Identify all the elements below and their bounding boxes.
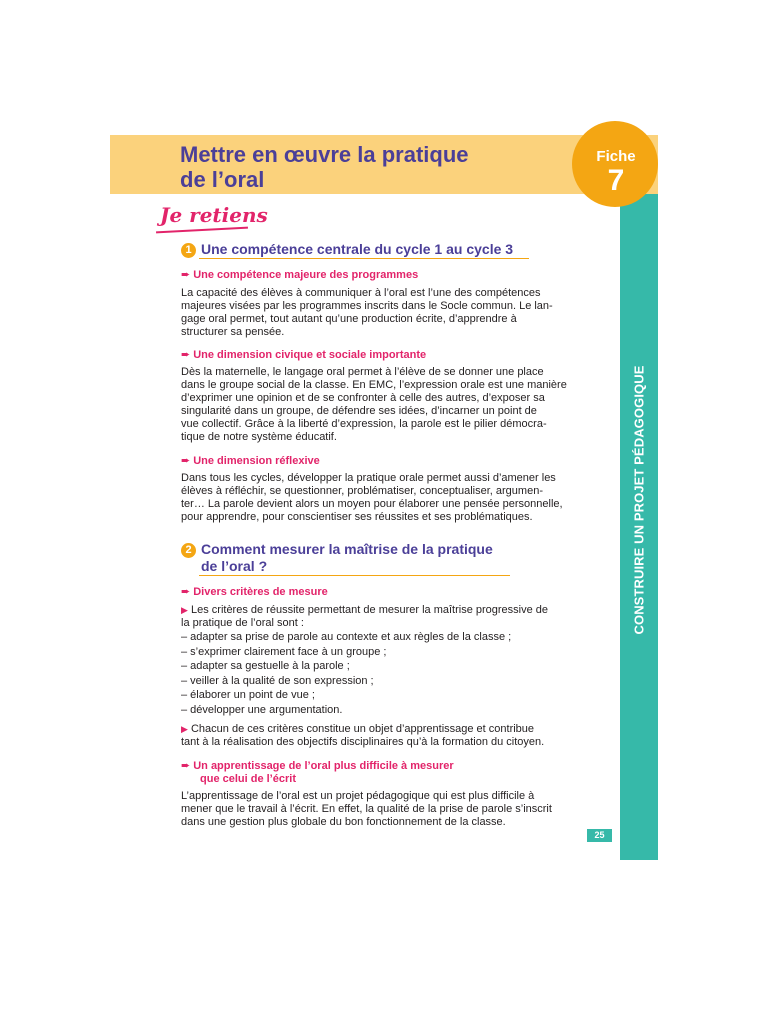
- triangle-bullet-icon: ▶: [181, 605, 188, 615]
- paragraph: [181, 472, 568, 524]
- paragraph: [181, 287, 568, 339]
- arrow-right-icon: ➨: [181, 269, 191, 281]
- subheading-text: que celui de l’écrit: [200, 773, 296, 785]
- section-2-title-rule: [199, 575, 510, 576]
- paragraph: [181, 790, 568, 829]
- subheading-text: Un apprentissage de l’oral plus difficile à mesurer: [193, 760, 454, 772]
- paragraph-line: tant à la réalisation des objectifs disciplinaires qu’à la formation du citoyen.: [181, 736, 545, 748]
- section-1-title-rule: [199, 258, 529, 259]
- subheading-text: Une dimension civique et sociale importante: [193, 349, 427, 361]
- fiche-label: Fiche: [596, 148, 636, 165]
- section-1-title: Une compétence centrale du cycle 1 au cycle 3: [201, 241, 514, 257]
- paragraph-line: Dès la maternelle, le langage oral permet à l’élève de se donner une place: [181, 366, 544, 378]
- list-item: – développer une argumentation.: [181, 703, 343, 716]
- list-item: – élaborer un point de vue ;: [181, 689, 315, 701]
- side-strip-text: CONSTRUIRE UN PROJET PÉDAGOGIQUE: [631, 365, 647, 635]
- criteria-intro-line: Les critères de réussite permettant de mesurer la maîtrise progressive de: [190, 604, 549, 616]
- paragraph-line: ter… La parole devient alors un moyen pour élaborer une pensée personnelle,: [181, 498, 563, 510]
- section-2-title-line-1: Comment mesurer la maîtrise de la pratique: [201, 541, 493, 557]
- paragraph-line: L’apprentissage de l’oral est un projet pédagogique qui est plus difficile à: [181, 790, 535, 802]
- paragraph-line: d’exprimer une opinion et de se confronter à celle des autres, d’exposer sa: [181, 392, 545, 404]
- subheading: [181, 349, 426, 362]
- paragraph-line: mener que le travail à l’écrit. En effet, la qualité de la prise de parole s’inscrit: [181, 803, 552, 815]
- paragraph-line: Dans tous les cycles, développer la pratique orale permet aussi d’amener les: [181, 472, 556, 484]
- paragraph-line: structurer sa pensée.: [181, 326, 285, 338]
- list-item: – adapter sa prise de parole au contexte et aux règles de la classe ;: [181, 631, 512, 643]
- section-1-number: 1: [181, 243, 196, 258]
- criteria-block: [181, 604, 568, 717]
- subheading-line: [181, 773, 454, 786]
- paragraph-line: La capacité des élèves à communiquer à l’oral est l’une des compétences: [181, 287, 541, 299]
- list-item: – s’exprimer clairement face à un groupe ;: [181, 645, 387, 658]
- subheading: [181, 760, 454, 786]
- criteria-outro: [181, 723, 568, 749]
- subheading: [181, 455, 320, 468]
- paragraph-line: pour apprendre, pour conscientiser ses réussites et ses problématiques.: [181, 511, 533, 523]
- paragraph-line: singularité dans un groupe, de défendre ses idées, d’incarner un point de: [181, 405, 537, 417]
- paragraph-line: [181, 723, 568, 736]
- paragraph-line: dans une gestion plus globale du bon fonctionnement de la classe.: [181, 816, 506, 828]
- paragraph: [181, 366, 568, 444]
- paragraph-line: dans le groupe social de la classe. En EMC, l’expression orale est une manière: [181, 379, 567, 391]
- paragraph-line: majeures visées par les programmes inscrits dans le Socle commun. Le lan-: [181, 300, 553, 312]
- je-retiens-label: Je retiens: [160, 203, 268, 227]
- triangle-bullet-icon: ▶: [181, 724, 188, 734]
- fiche-number: 7: [607, 164, 625, 197]
- arrow-right-icon: ➨: [181, 455, 191, 467]
- paragraph-line: gage oral permet, tout autant qu’une production écrite, d’apprendre à: [181, 313, 517, 325]
- section-2-title: [201, 541, 493, 575]
- side-strip-text-wrap: [620, 360, 658, 640]
- paragraph-line: élèves à réfléchir, se questionner, problématiser, conceptualiser, argumen-: [181, 485, 543, 497]
- title-line-1: Mettre en œuvre la pratique: [180, 142, 469, 167]
- criteria-outro-line: Chacun de ces critères constitue un objet d’apprentissage et contribue: [190, 723, 535, 735]
- je-retiens-underline: [156, 227, 248, 234]
- paragraph-line: vue collectif. Grâce à la liberté d’expression, la parole est le pilier démocra-: [181, 418, 547, 430]
- subheading-line: [181, 760, 454, 773]
- list-item: – adapter sa gestuelle à la parole ;: [181, 660, 350, 672]
- arrow-right-icon: ➨: [181, 586, 191, 598]
- subheading-text: Divers critères de mesure: [193, 586, 328, 598]
- list-item: – veiller à la qualité de son expression ;: [181, 674, 374, 687]
- paragraph-line: la pratique de l’oral sont :: [181, 617, 304, 629]
- subheading: [181, 586, 328, 599]
- arrow-right-icon: ➨: [181, 760, 191, 772]
- paragraph-line: tique de notre système éducatif.: [181, 431, 337, 443]
- section-2-title-line-2: de l’oral ?: [201, 558, 268, 574]
- title-line-2: de l’oral: [180, 167, 265, 192]
- section-2-number: 2: [181, 543, 196, 558]
- subheading-text: Une compétence majeure des programmes: [193, 269, 419, 281]
- paragraph-line: [181, 604, 568, 617]
- subheading: [181, 269, 418, 282]
- subheading-text: Une dimension réflexive: [193, 455, 320, 467]
- arrow-right-icon: ➨: [181, 349, 191, 361]
- page-title: [180, 142, 600, 192]
- page-number: 25: [587, 829, 612, 842]
